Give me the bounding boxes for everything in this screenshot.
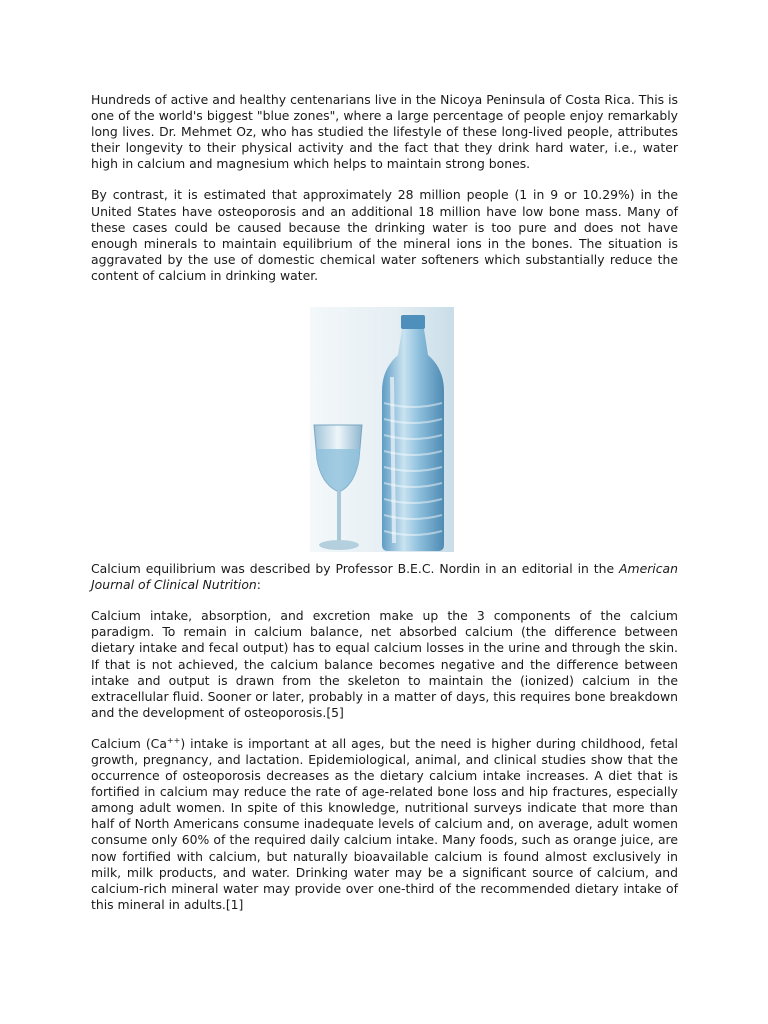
water-bottle-and-glass-icon (310, 307, 454, 552)
calcium-ion-superscript: ++ (166, 735, 181, 745)
paragraph-calcium-intake (91, 736, 678, 913)
paragraph-osteoporosis-stats: By contrast, it is estimated that approximately 28 million people (1 in 9 or 10.29%) in the United States have osteoporosis and an additional 18 million have low bone mass. Many of these cases could be caused because the drinking water is too pure and does not have enough minerals to maintain equilibrium of the mineral ions in the bones. The situation is aggravated by the use of domestic chemical water softeners which substantially reduce the content of calcium in drinking water. (91, 187, 678, 283)
journal-title: American Journal of Clinical Nutrition (91, 561, 678, 593)
nordin-intro-colon: : (256, 577, 261, 593)
paragraph-nordin-intro (91, 561, 678, 593)
nordin-intro-text: Calcium equilibrium was described by Professor B.E.C. Nordin in an editorial in the (91, 561, 620, 577)
water-bottle-glass-photo (310, 307, 454, 552)
paragraph-nicoya: Hundreds of active and healthy centenarians live in the Nicoya Peninsula of Costa Rica. This is one of the world's biggest "blue zones", where a large percentage of people enjoy remarkably long lives. Dr. Mehmet Oz, who has studied the lifestyle of these long-lived people, attributes their longevity to their physical activity and the fact that they drink hard water, i.e., water high in calcium and magnesium which helps to maintain strong bones. (91, 92, 678, 172)
calcium-intake-lead: Calcium (Ca (91, 735, 167, 751)
document-page (91, 92, 678, 913)
paragraph-calcium-paradigm: Calcium intake, absorption, and excretion make up the 3 components of the calcium paradigm. To remain in calcium balance, net absorbed calcium (the difference between dietary intake and fecal output) has to equal calcium losses in the urine and through the skin. If that is not achieved, the calcium balance becomes negative and the difference between intake and output is drawn from the skeleton to maintain the (ionized) calcium in the extracellular fluid. Sooner or later, probably in a matter of days, this requires bone breakdown and the development of osteoporosis.[5] (91, 608, 678, 720)
calcium-intake-body: ) intake is important at all ages, but the need is higher during childhood, fetal growth, pregnancy, and lactation. Epidemiological, animal, and clinical studies show that the occurrence of osteoporosis decreases as the dietary calcium intake increases. A diet that is fortified in calcium may reduce the rate of age-related bone loss and hip fractures, especially among adult women. In spite of this knowledge, nutritional surveys indicate that more than half of North Americans consume inadequate levels of calcium and, on average, adult women consume only 60% of the required daily calcium intake. Many foods, such as orange juice, are now fortified with calcium, but naturally bioavailable calcium is found almost exclusively in milk, milk products, and water. Drinking water may be a significant source of calcium, and calcium-rich mineral water may provide over one-third of the recommended dietary intake of this mineral in adults.[1] (91, 735, 678, 912)
